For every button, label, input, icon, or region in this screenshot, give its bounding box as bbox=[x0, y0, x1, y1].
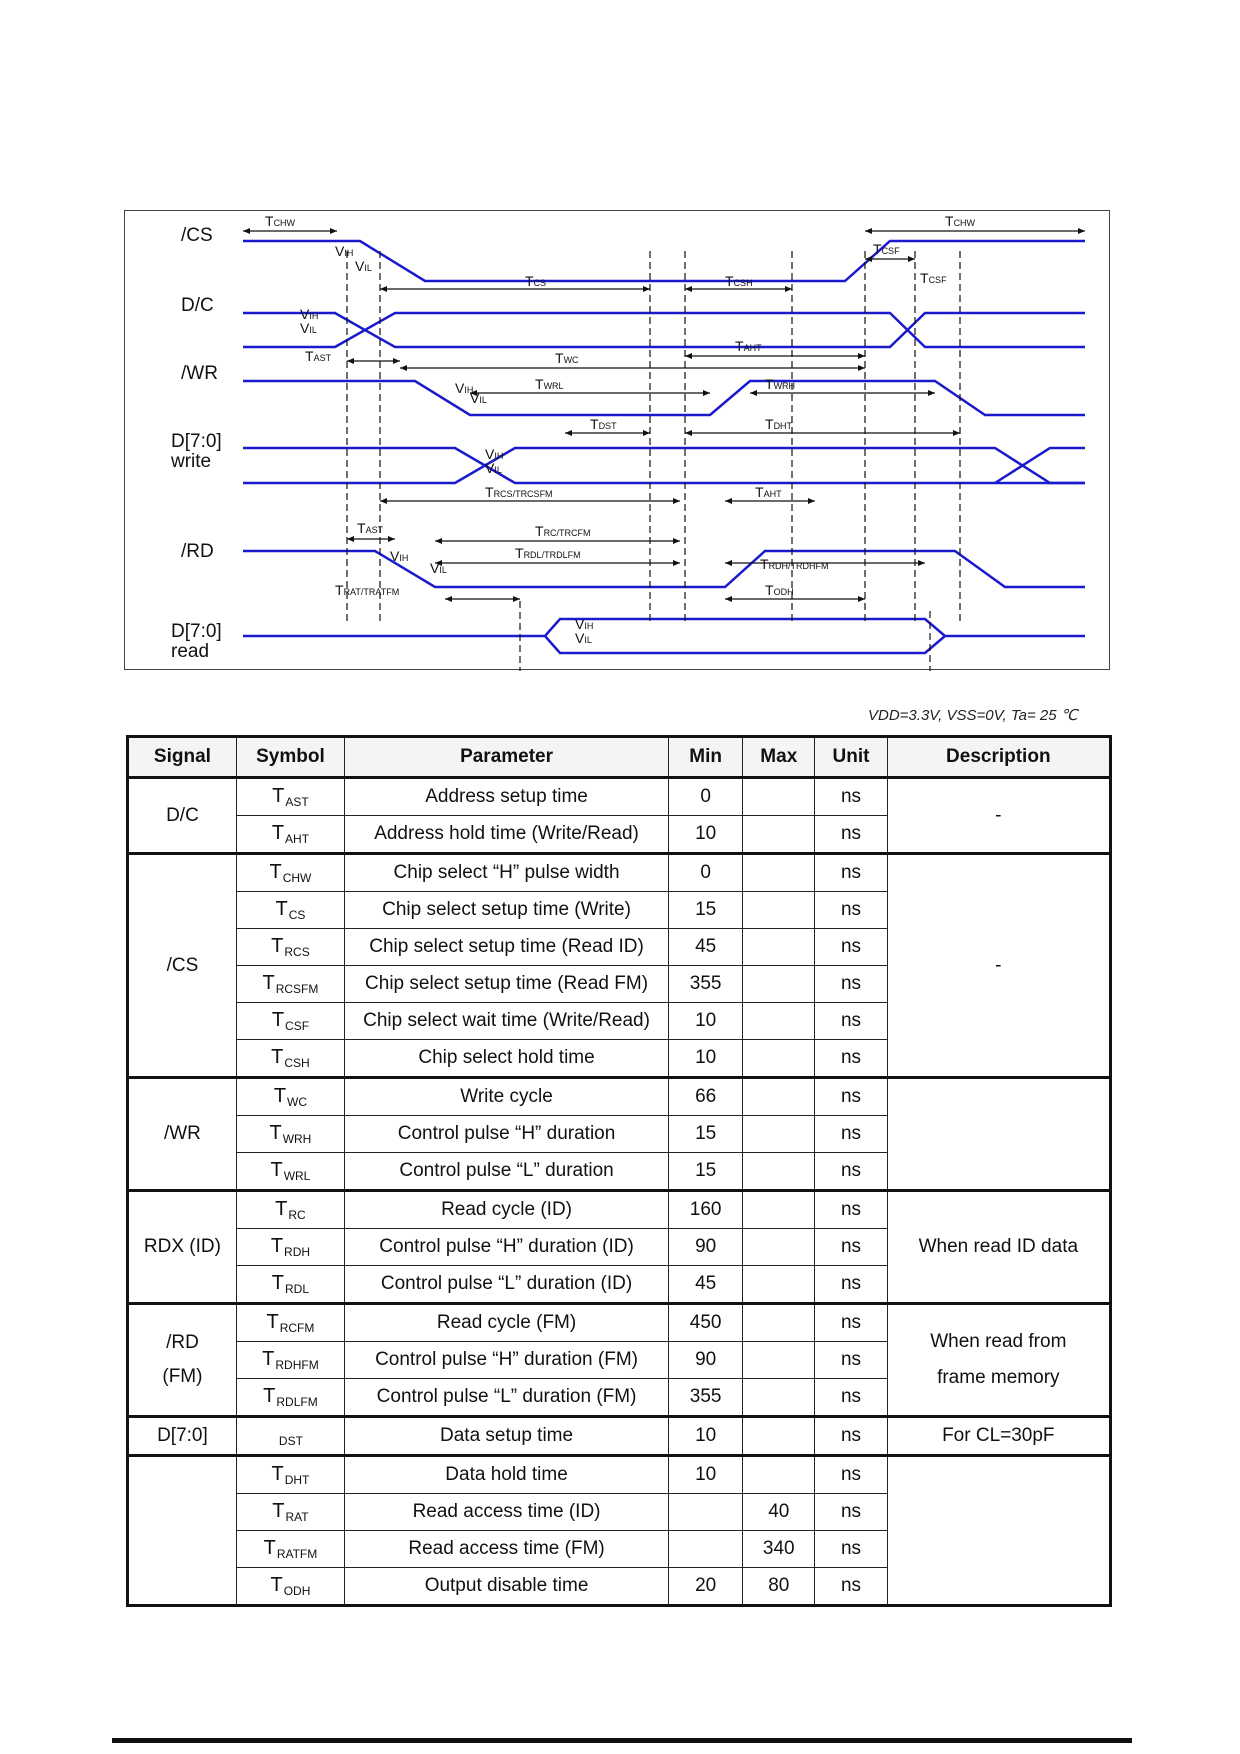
signal-cell: D[7:0] bbox=[128, 1417, 237, 1456]
timing-diagram bbox=[124, 210, 1110, 670]
timing-label-todh: TODH bbox=[765, 582, 794, 598]
signal-name-0: /CS bbox=[181, 225, 213, 246]
timing-label-trdl: TRDL/TRDLFM bbox=[515, 545, 581, 561]
parameter-cell: Data setup time bbox=[344, 1417, 668, 1456]
timing-label-trcs: TRCS/TRCSFM bbox=[485, 484, 553, 500]
timing-label-trdh: TRDH/TRDHFM bbox=[760, 556, 829, 572]
timing-label-vil: VIL bbox=[430, 560, 447, 576]
header-min: Min bbox=[669, 737, 743, 778]
symbol-cell: $T_{CSH}$ bbox=[236, 1040, 344, 1078]
timing-label-vih: VIH bbox=[300, 306, 319, 322]
parameter-cell: Chip select wait time (Write/Read) bbox=[344, 1003, 668, 1040]
max-cell bbox=[743, 1266, 815, 1304]
timing-arrowhead bbox=[785, 286, 792, 292]
unit-cell: ns bbox=[815, 1417, 887, 1456]
signal-name-3: write bbox=[171, 451, 212, 472]
unit-cell: ns bbox=[815, 1531, 887, 1568]
table-row bbox=[128, 1456, 1111, 1494]
timing-label-tcsf: TCSF bbox=[873, 241, 900, 257]
signal-cell: RDX (ID) bbox=[128, 1191, 237, 1304]
parameter-cell: Chip select setup time (Read FM) bbox=[344, 966, 668, 1003]
timing-arrowhead bbox=[865, 228, 872, 234]
table-row bbox=[128, 1304, 1111, 1342]
timing-label-tcsf: TCSF bbox=[920, 270, 947, 286]
table-body bbox=[128, 778, 1111, 1606]
max-cell bbox=[743, 966, 815, 1003]
unit-cell: ns bbox=[815, 1153, 887, 1191]
timing-arrowhead bbox=[725, 596, 732, 602]
timing-arrowhead bbox=[858, 353, 865, 359]
wr-waveform bbox=[243, 381, 1085, 415]
description-cell: - bbox=[887, 778, 1110, 854]
min-cell: 10 bbox=[669, 1417, 743, 1456]
unit-cell: ns bbox=[815, 816, 887, 854]
timing-label-tast: TAST bbox=[357, 520, 384, 536]
parameter-cell: Chip select “H” pulse width bbox=[344, 854, 668, 892]
timing-label-vih: VIH bbox=[455, 380, 474, 396]
symbol-cell: $T_{CHW}$ bbox=[236, 854, 344, 892]
unit-cell: ns bbox=[815, 1379, 887, 1417]
timing-arrowhead bbox=[808, 498, 815, 504]
parameter-cell: Chip select setup time (Read ID) bbox=[344, 929, 668, 966]
dr-lower bbox=[545, 636, 945, 653]
unit-cell: ns bbox=[815, 854, 887, 892]
timing-arrowhead bbox=[685, 430, 692, 436]
table-row bbox=[128, 1191, 1111, 1229]
unit-cell: ns bbox=[815, 1568, 887, 1606]
header-description: Description bbox=[887, 737, 1110, 778]
signal-name-2: /WR bbox=[181, 363, 218, 384]
table-header-row bbox=[128, 737, 1111, 778]
timing-label-vih: VIH bbox=[390, 548, 409, 564]
signal-cell: D/C bbox=[128, 778, 237, 854]
timing-arrowhead bbox=[643, 286, 650, 292]
max-cell bbox=[743, 929, 815, 966]
signal-cell: /WR bbox=[128, 1078, 237, 1191]
min-cell: 90 bbox=[669, 1229, 743, 1266]
min-cell: 90 bbox=[669, 1342, 743, 1379]
min-cell: 66 bbox=[669, 1078, 743, 1116]
timing-arrowhead bbox=[435, 538, 442, 544]
timing-arrowhead bbox=[725, 560, 732, 566]
max-cell bbox=[743, 1003, 815, 1040]
table-row bbox=[128, 1078, 1111, 1116]
min-cell: 450 bbox=[669, 1304, 743, 1342]
max-cell bbox=[743, 1417, 815, 1456]
timing-arrowhead bbox=[918, 560, 925, 566]
table-row bbox=[128, 778, 1111, 816]
min-cell: 45 bbox=[669, 1266, 743, 1304]
dw-low-a bbox=[243, 448, 1085, 483]
min-cell: 160 bbox=[669, 1191, 743, 1229]
description-cell bbox=[887, 1078, 1110, 1191]
parameter-cell: Control pulse “H” duration bbox=[344, 1116, 668, 1153]
timing-label-twrl: TWRL bbox=[535, 376, 564, 392]
timing-arrowhead bbox=[388, 536, 395, 542]
timing-label-twrh: TWRH bbox=[765, 376, 796, 392]
timing-label-tdst: TDST bbox=[590, 416, 617, 432]
timing-arrowhead bbox=[858, 365, 865, 371]
parameter-cell: Read cycle (ID) bbox=[344, 1191, 668, 1229]
parameter-cell: Data hold time bbox=[344, 1456, 668, 1494]
parameter-cell: Control pulse “L” duration (ID) bbox=[344, 1266, 668, 1304]
description-cell: - bbox=[887, 854, 1110, 1078]
dr-upper bbox=[243, 619, 1085, 636]
unit-cell: ns bbox=[815, 966, 887, 1003]
timing-arrowhead bbox=[703, 390, 710, 396]
symbol-cell: $T_{WRH}$ bbox=[236, 1116, 344, 1153]
dw-mix bbox=[243, 448, 1085, 483]
parameter-cell: Control pulse “L” duration (FM) bbox=[344, 1379, 668, 1417]
timing-label-tchw: TCHW bbox=[265, 213, 296, 229]
dc-waveform-low bbox=[243, 313, 1085, 347]
max-cell bbox=[743, 1456, 815, 1494]
timing-arrowhead bbox=[445, 596, 452, 602]
symbol-cell: $T_{RDH}$ bbox=[236, 1229, 344, 1266]
description-cell: When read ID data bbox=[887, 1191, 1110, 1304]
timing-label-tdht: TDHT bbox=[765, 416, 793, 432]
signal-name-1: D/C bbox=[181, 295, 214, 316]
symbol-cell: $T_{WC}$ bbox=[236, 1078, 344, 1116]
symbol-cell: $T_{RATFM}$ bbox=[236, 1531, 344, 1568]
unit-cell: ns bbox=[815, 1040, 887, 1078]
min-cell: 15 bbox=[669, 892, 743, 929]
parameter-cell: Read access time (FM) bbox=[344, 1531, 668, 1568]
parameter-cell: Chip select setup time (Write) bbox=[344, 892, 668, 929]
min-cell: 20 bbox=[669, 1568, 743, 1606]
max-cell bbox=[743, 1153, 815, 1191]
max-cell bbox=[743, 778, 815, 816]
timing-arrowhead bbox=[330, 228, 337, 234]
symbol-cell: $T_{AHT}$ bbox=[236, 816, 344, 854]
symbol-cell: $T_{CSF}$ bbox=[236, 1003, 344, 1040]
unit-cell: ns bbox=[815, 1266, 887, 1304]
symbol-cell: $T_{RCS}$ bbox=[236, 929, 344, 966]
max-cell bbox=[743, 854, 815, 892]
timing-arrowhead bbox=[685, 353, 692, 359]
signal-name-3: D[7:0] bbox=[171, 431, 222, 452]
rd-waveform bbox=[243, 551, 1085, 587]
max-cell: 80 bbox=[743, 1568, 815, 1606]
unit-cell: ns bbox=[815, 1003, 887, 1040]
signal-name-5: read bbox=[171, 641, 210, 662]
parameter-cell: Write cycle bbox=[344, 1078, 668, 1116]
timing-label-vil: VIL bbox=[355, 258, 372, 274]
test-conditions: VDD=3.3V, VSS=0V, Ta= 25 ℃ bbox=[868, 707, 1078, 724]
timing-arrowhead bbox=[400, 365, 407, 371]
timing-label-twc: TWC bbox=[555, 350, 579, 366]
timing-label-vil: VIL bbox=[470, 390, 487, 406]
timing-arrowhead bbox=[380, 286, 387, 292]
min-cell: 0 bbox=[669, 778, 743, 816]
symbol-cell: $T_{RDLFM}$ bbox=[236, 1379, 344, 1417]
timing-diagram-svg bbox=[125, 211, 1111, 671]
timing-label-tast: TAST bbox=[305, 348, 332, 364]
min-cell: 10 bbox=[669, 1040, 743, 1078]
timing-label-vil: VIL bbox=[575, 630, 592, 646]
timing-arrowhead bbox=[347, 536, 354, 542]
cs-waveform bbox=[243, 241, 1085, 281]
max-cell bbox=[743, 1304, 815, 1342]
timing-arrowhead bbox=[347, 358, 354, 364]
timing-spec-table bbox=[126, 735, 1112, 1607]
header-signal: Signal bbox=[128, 737, 237, 778]
timing-arrowhead bbox=[243, 228, 250, 234]
timing-arrowhead bbox=[643, 430, 650, 436]
page-bottom-rule bbox=[112, 1738, 1132, 1743]
timing-arrowhead bbox=[928, 390, 935, 396]
symbol-cell: $T_{RDHFM}$ bbox=[236, 1342, 344, 1379]
min-cell bbox=[669, 1531, 743, 1568]
min-cell: 10 bbox=[669, 1003, 743, 1040]
header-symbol: Symbol bbox=[236, 737, 344, 778]
min-cell bbox=[669, 1494, 743, 1531]
symbol-cell: $T_{ODH}$ bbox=[236, 1568, 344, 1606]
symbol-cell: $T_{RAT}$ bbox=[236, 1494, 344, 1531]
parameter-cell: Control pulse “H” duration (ID) bbox=[344, 1229, 668, 1266]
unit-cell: ns bbox=[815, 929, 887, 966]
timing-label-vil: VIL bbox=[300, 320, 317, 336]
description-cell: When read from frame memory bbox=[887, 1304, 1110, 1417]
timing-arrowhead bbox=[953, 430, 960, 436]
max-cell: 40 bbox=[743, 1494, 815, 1531]
parameter-cell: Control pulse “L” duration bbox=[344, 1153, 668, 1191]
min-cell: 0 bbox=[669, 854, 743, 892]
signal-name-4: /RD bbox=[181, 541, 214, 562]
timing-label-vih: VIH bbox=[575, 616, 594, 632]
parameter-cell: Address setup time bbox=[344, 778, 668, 816]
timing-label-taht: TAHT bbox=[735, 338, 762, 354]
parameter-cell: Chip select hold time bbox=[344, 1040, 668, 1078]
timing-arrowhead bbox=[513, 596, 520, 602]
description-cell bbox=[887, 1456, 1110, 1606]
timing-label-trc: TRC/TRCFM bbox=[535, 523, 591, 539]
unit-cell: ns bbox=[815, 1229, 887, 1266]
timing-arrowhead bbox=[565, 430, 572, 436]
description-cell: For CL=30pF bbox=[887, 1417, 1110, 1456]
symbol-cell: $T_{WRL}$ bbox=[236, 1153, 344, 1191]
timing-label-tchw: TCHW bbox=[945, 213, 976, 229]
unit-cell: ns bbox=[815, 892, 887, 929]
unit-cell: ns bbox=[815, 1078, 887, 1116]
max-cell bbox=[743, 1078, 815, 1116]
symbol-cell: $T_{RCSFM}$ bbox=[236, 966, 344, 1003]
signal-cell bbox=[128, 1456, 237, 1606]
header-unit: Unit bbox=[815, 737, 887, 778]
symbol-cell: $T_{CS}$ bbox=[236, 892, 344, 929]
unit-cell: ns bbox=[815, 778, 887, 816]
unit-cell: ns bbox=[815, 1116, 887, 1153]
symbol-cell: $T_{AST}$ bbox=[236, 778, 344, 816]
unit-cell: ns bbox=[815, 1304, 887, 1342]
timing-label-tcsh: TCSH bbox=[725, 273, 753, 289]
max-cell bbox=[743, 892, 815, 929]
timing-label-vil: VIL bbox=[485, 460, 502, 476]
symbol-cell: $T_{RDL}$ bbox=[236, 1266, 344, 1304]
header-max: Max bbox=[743, 737, 815, 778]
timing-arrowhead bbox=[673, 538, 680, 544]
max-cell bbox=[743, 1116, 815, 1153]
parameter-cell: Read access time (ID) bbox=[344, 1494, 668, 1531]
timing-arrowhead bbox=[725, 498, 732, 504]
timing-arrowhead bbox=[673, 498, 680, 504]
signal-cell: /CS bbox=[128, 854, 237, 1078]
max-cell: 340 bbox=[743, 1531, 815, 1568]
max-cell bbox=[743, 1379, 815, 1417]
max-cell bbox=[743, 816, 815, 854]
timing-arrowhead bbox=[908, 256, 915, 262]
timing-arrowhead bbox=[750, 390, 757, 396]
timing-arrowhead bbox=[685, 286, 692, 292]
unit-cell: ns bbox=[815, 1456, 887, 1494]
max-cell bbox=[743, 1040, 815, 1078]
max-cell bbox=[743, 1191, 815, 1229]
symbol-cell: DST bbox=[236, 1417, 344, 1456]
timing-label-taht: TAHT bbox=[755, 484, 782, 500]
unit-cell: ns bbox=[815, 1494, 887, 1531]
symbol-cell: $T_{RC}$ bbox=[236, 1191, 344, 1229]
unit-cell: ns bbox=[815, 1191, 887, 1229]
header-parameter: Parameter bbox=[344, 737, 668, 778]
timing-arrowhead bbox=[380, 498, 387, 504]
min-cell: 355 bbox=[669, 1379, 743, 1417]
dc-waveform-high bbox=[243, 313, 1085, 347]
min-cell: 355 bbox=[669, 966, 743, 1003]
timing-arrowhead bbox=[673, 560, 680, 566]
parameter-cell: Read cycle (FM) bbox=[344, 1304, 668, 1342]
parameter-cell: Control pulse “H” duration (FM) bbox=[344, 1342, 668, 1379]
min-cell: 45 bbox=[669, 929, 743, 966]
signal-name-5: D[7:0] bbox=[171, 621, 222, 642]
timing-label-vih: VIH bbox=[335, 243, 354, 259]
timing-label-trat: TRAT/TRATFM bbox=[335, 582, 400, 598]
parameter-cell: Output disable time bbox=[344, 1568, 668, 1606]
table-row bbox=[128, 1417, 1111, 1456]
timing-arrowhead bbox=[858, 596, 865, 602]
min-cell: 15 bbox=[669, 1116, 743, 1153]
table-row bbox=[128, 854, 1111, 892]
unit-cell: ns bbox=[815, 1342, 887, 1379]
timing-arrowhead bbox=[1078, 228, 1085, 234]
min-cell: 10 bbox=[669, 1456, 743, 1494]
max-cell bbox=[743, 1342, 815, 1379]
min-cell: 10 bbox=[669, 816, 743, 854]
timing-label-vih: VIH bbox=[485, 446, 504, 462]
parameter-cell: Address hold time (Write/Read) bbox=[344, 816, 668, 854]
max-cell bbox=[743, 1229, 815, 1266]
symbol-cell: $T_{DHT}$ bbox=[236, 1456, 344, 1494]
timing-label-tcs: TCS bbox=[525, 273, 547, 289]
symbol-cell: $T_{RCFM}$ bbox=[236, 1304, 344, 1342]
min-cell: 15 bbox=[669, 1153, 743, 1191]
timing-arrowhead bbox=[393, 358, 400, 364]
signal-cell: /RD (FM) bbox=[128, 1304, 237, 1417]
